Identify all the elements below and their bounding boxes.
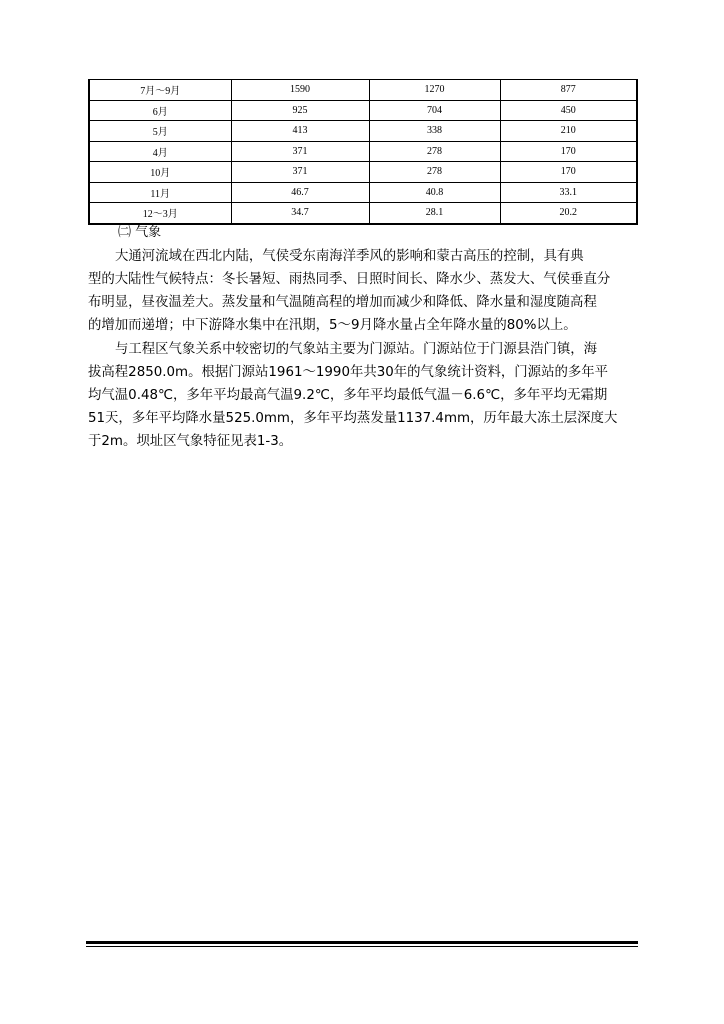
- paragraph-line: 布明显，昼夜温差大。蒸发量和气温随高程的增加而减少和降低、降水量和湿度随高程: [88, 295, 597, 310]
- table-row: [89, 141, 637, 162]
- table-cell: 170: [500, 162, 637, 183]
- table-cell: 46.7: [231, 182, 369, 203]
- table-cell: 12～3月: [89, 203, 231, 224]
- table-cell: 371: [231, 162, 369, 183]
- table-cell: 33.1: [500, 182, 637, 203]
- table-cell: 4月: [89, 141, 231, 162]
- table-cell: 278: [369, 141, 500, 162]
- table-cell: 278: [369, 162, 500, 183]
- table-row: [89, 203, 637, 224]
- table-cell: 877: [500, 80, 637, 101]
- table-cell: 7月～9月: [89, 80, 231, 101]
- data-table: [88, 79, 638, 225]
- paragraph-line: 均气温0.48℃，多年平均最高气温9.2℃，多年平均最低气温－6.6℃，多年平均无霜期: [88, 388, 608, 403]
- table-row: [89, 162, 637, 183]
- paragraph-line: 型的大陆性气候特点：冬长暑短、雨热同季、日照时间长、降水少、蒸发大、气侯垂直分: [88, 272, 611, 287]
- table-cell: 925: [231, 100, 369, 121]
- table-cell: 210: [500, 121, 637, 142]
- footer-rule: [86, 941, 638, 944]
- table-cell: 40.8: [369, 182, 500, 203]
- table-cell: 34.7: [231, 203, 369, 224]
- paragraph-climate-overview: [88, 245, 638, 337]
- paragraph-line: 于2m。坝址区气象特征见表1-3。: [88, 434, 293, 449]
- paragraph-line: 大通河流域在西北内陆，气侯受东南海洋季风的影响和蒙古高压的控制，具有典: [115, 249, 584, 264]
- table-row: [89, 182, 637, 203]
- paragraph-line: 拔高程2850.0m。根据门源站1961～1990年共30年的气象统计资料，门源站的多年平: [88, 365, 609, 380]
- table-cell: 413: [231, 121, 369, 142]
- paragraph-line: 51天，多年平均降水量525.0mm，多年平均蒸发量1137.4mm，历年最大冻土层深度大: [88, 411, 618, 426]
- table-cell: 5月: [89, 121, 231, 142]
- table-cell: 11月: [89, 182, 231, 203]
- table-row: [89, 80, 637, 101]
- paragraph-line: 与工程区气象关系中较密切的气象站主要为门源站。门源站位于门源县浩门镇，海: [115, 342, 598, 357]
- table-row: [89, 121, 637, 142]
- table-cell: 10月: [89, 162, 231, 183]
- table-cell: 338: [369, 121, 500, 142]
- table-body: [89, 80, 637, 224]
- table-cell: 704: [369, 100, 500, 121]
- table-cell: 450: [500, 100, 637, 121]
- table-cell: 371: [231, 141, 369, 162]
- table-cell: 1270: [369, 80, 500, 101]
- table-row: [89, 100, 637, 121]
- table-cell: 20.2: [500, 203, 637, 224]
- section-heading: ㈡ 气象: [118, 225, 162, 240]
- paragraph-line: 的增加而递增；中下游降水集中在汛期，5～9月降水量占全年降水量的80%以上。: [88, 318, 577, 333]
- table-cell: 28.1: [369, 203, 500, 224]
- table-cell: 6月: [89, 100, 231, 121]
- paragraph-weather-station: [88, 338, 638, 453]
- footer-rule-thin: [86, 946, 638, 947]
- table-cell: 1590: [231, 80, 369, 101]
- table-cell: 170: [500, 141, 637, 162]
